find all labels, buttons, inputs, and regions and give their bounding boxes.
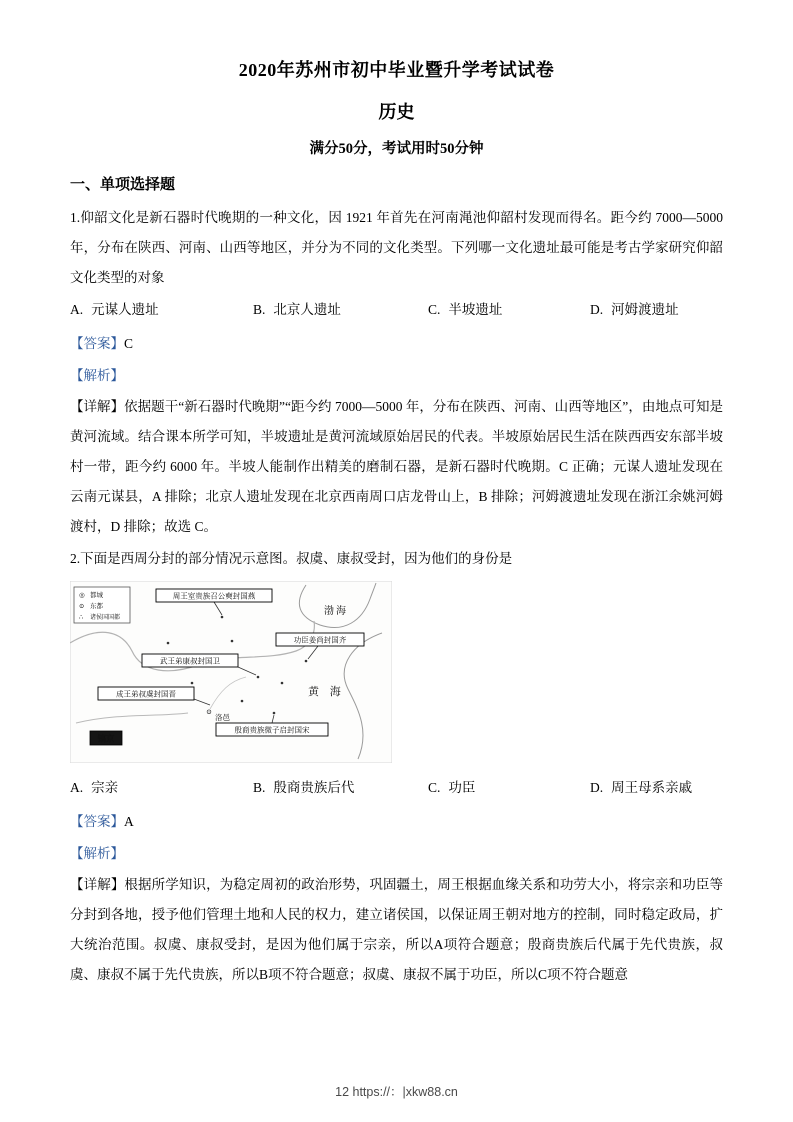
section-heading: 一、单项选择题 xyxy=(70,177,176,193)
svg-text:成王弟叔虞封国晋: 成王弟叔虞封国晋 xyxy=(116,689,176,699)
svg-text:洛邑: 洛邑 xyxy=(215,713,230,722)
option-a xyxy=(70,294,253,326)
option-d-label: D. xyxy=(590,302,604,317)
map-label-song xyxy=(216,723,328,736)
option-d xyxy=(590,294,723,326)
option-c xyxy=(428,294,590,326)
question-1-analysis-line xyxy=(70,360,723,392)
option-d-text: 河姆渡遗址 xyxy=(611,302,679,317)
legend-eastern-capital-symbol: ⊙ xyxy=(79,603,85,610)
map-label-yan xyxy=(156,589,272,602)
answer-value: A xyxy=(124,814,134,829)
map-label-huanghai: 黄 海 xyxy=(308,686,345,698)
option-d xyxy=(590,772,723,804)
question-1-detail: 【详解】依据题干“新石器时代晚期”“距今约 7000—5000 年，分布在陕西、河南、山西等地区”，由地点可知是黄河流域。结合课本所学可知，半坡遗址是黄河流域原始居民的代表。半坡原始居民生活在陕西西安东部半坡村一带，距今约 6000 年。半坡人能制作出精美的磨制石器，是新石器时代晚期。C 正确；元谋人遗址发现在云南元谋县，A 排除；北京人遗址发现在北京西南周口店龙骨山上，B 排除；河姆渡遗址发现在浙江余姚河姆渡村，D 排除；故选 C。 xyxy=(70,399,723,534)
question-2-options xyxy=(70,772,723,804)
option-c-label: C. xyxy=(428,780,441,795)
zhou-fengjian-map xyxy=(70,581,392,763)
svg-text:殷商贵族微子启封国宋: 殷商贵族微子启封国宋 xyxy=(234,725,310,735)
answer-marker: 【答案】 xyxy=(70,814,124,829)
option-d-text: 周王母系亲戚 xyxy=(611,780,693,795)
svg-text:⊙: ⊙ xyxy=(206,708,212,716)
option-a xyxy=(70,772,253,804)
question-2 xyxy=(70,544,723,990)
question-2-detail: 【详解】根据所学知识，为稳定周初的政治形势，巩固疆土，周王根据血缘关系和功劳大小，将宗亲和功臣等分封到各地，授予他们管理土地和人民的权力，建立诸侯国，以保证周王朝对地方的控制，同时稳定政局，扩大统治范围。叔虞、康叔受封，是因为他们属于宗亲，所以A项符合题意；殷商贵族后代属于先代贵族，叔虞、康叔不属于先代贵族，所以B项不符合题意；叔虞、康叔不属于功臣，所以C项不符合题意 xyxy=(70,877,723,982)
map-label-qi xyxy=(276,633,364,646)
option-a-label: A. xyxy=(70,780,84,795)
page-footer: 12 https://：|xkw88.cn xyxy=(335,1085,458,1099)
question-2-analysis-line xyxy=(70,838,723,870)
legend-vassal-symbol: ∴ xyxy=(79,614,84,621)
exam-subject: 历史 xyxy=(378,102,415,122)
question-1-options xyxy=(70,294,723,326)
zhou-fengjian-map-figure xyxy=(70,581,392,763)
legend-eastern-capital-label: 东都 xyxy=(90,603,103,610)
option-a-text: 元谋人遗址 xyxy=(91,302,159,317)
answer-value: C xyxy=(124,336,134,351)
option-d-label: D. xyxy=(590,780,604,795)
map-label-bohai: 渤海 xyxy=(324,606,348,617)
option-c-label: C. xyxy=(428,302,441,317)
svg-text:周王室贵族召公奭封国燕: 周王室贵族召公奭封国燕 xyxy=(172,591,256,601)
analysis-marker: 【解析】 xyxy=(70,846,124,861)
option-b-label: B. xyxy=(253,302,266,317)
option-c xyxy=(428,772,590,804)
svg-text:镐京: 镐京 xyxy=(97,733,115,744)
svg-text:武王弟康叔封国卫: 武王弟康叔封国卫 xyxy=(160,656,220,666)
option-b-text: 殷商贵族后代 xyxy=(273,780,355,795)
option-c-text: 功臣 xyxy=(448,780,476,795)
option-b xyxy=(253,772,428,804)
question-1-stem: 1.仰韶文化是新石器时代晚期的一种文化，因 1921 年首先在河南渑池仰韶村发现而得名。距今约 7000—5000 年，分布在陕西、河南、山西等地区，并分为不同的文化类型。下列哪一文化遗址最可能是考古学家研究仰韶文化类型的对象 xyxy=(70,210,723,285)
page-title: 2020年苏州市初中毕业暨升学考试试卷 xyxy=(238,60,555,80)
option-b xyxy=(253,294,428,326)
svg-text:功臣姜尚封国齐: 功臣姜尚封国齐 xyxy=(293,635,347,645)
answer-marker: 【答案】 xyxy=(70,336,124,351)
map-label-haojing xyxy=(90,731,122,745)
option-a-label: A. xyxy=(70,302,84,317)
map-label-jin xyxy=(98,687,194,700)
question-1 xyxy=(70,203,723,542)
option-b-text: 北京人遗址 xyxy=(273,302,341,317)
legend-capital-label: 都城 xyxy=(90,592,103,599)
exam-info: 满分50分，考试用时50分钟 xyxy=(309,141,484,157)
legend-capital-symbol: ◎ xyxy=(79,592,85,599)
option-c-text: 半坡遗址 xyxy=(448,302,503,317)
question-1-answer-line xyxy=(70,328,723,360)
map-label-wei xyxy=(142,654,238,667)
map-legend xyxy=(74,587,130,623)
analysis-marker: 【解析】 xyxy=(70,368,124,383)
legend-vassal-label: 诸侯国国都 xyxy=(90,615,121,621)
option-a-text: 宗亲 xyxy=(91,780,119,795)
question-2-answer-line xyxy=(70,806,723,838)
option-b-label: B. xyxy=(253,780,266,795)
question-2-stem: 2.下面是西周分封的部分情况示意图。叔虞、康叔受封，因为他们的身份是 xyxy=(70,551,513,566)
